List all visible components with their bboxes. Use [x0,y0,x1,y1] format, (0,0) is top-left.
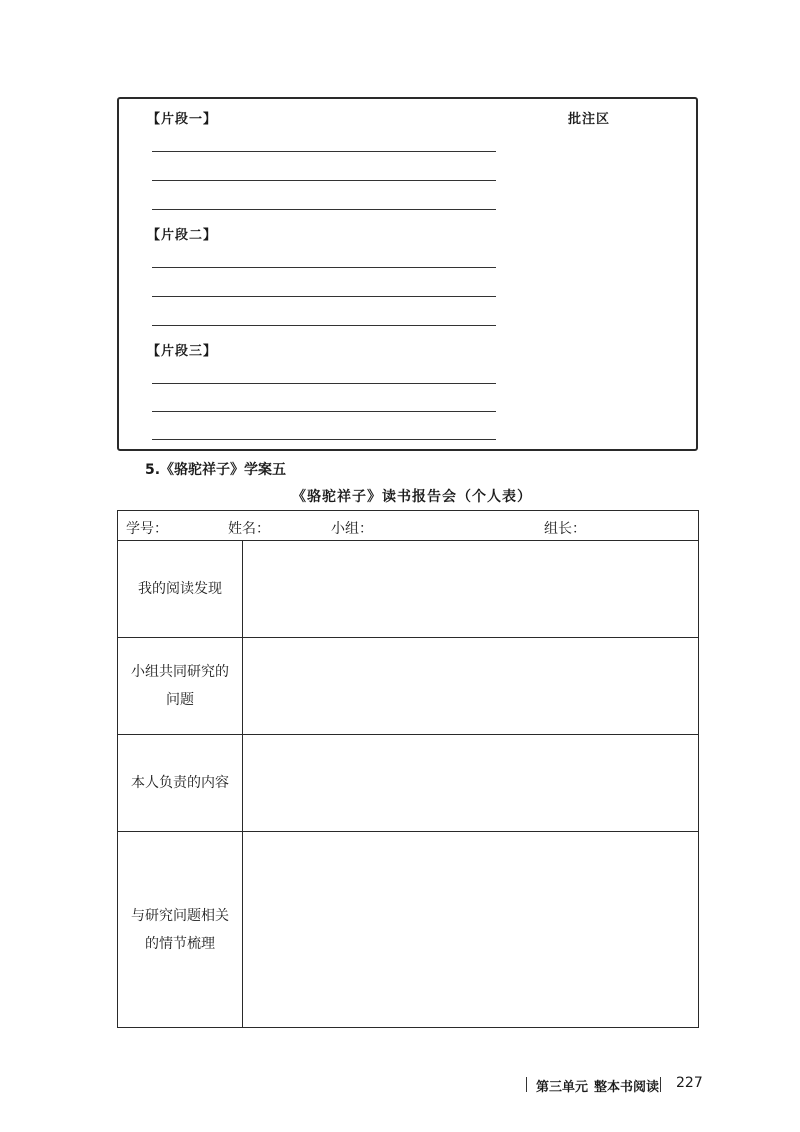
student-id-label: 学号： [126,521,168,537]
name-label: 姓名： [228,521,270,537]
footer-bar [660,1077,661,1092]
page-number: 227 [676,1075,703,1091]
writing-line[interactable] [152,325,496,326]
fragment-1-label: 【片段一】 [147,112,218,127]
writing-line[interactable] [152,267,496,268]
fragment-3-label: 【片段三】 [147,344,218,359]
report-table [117,510,699,1028]
column-divider [242,541,243,1027]
leader-label: 组长： [544,521,586,537]
row-label-reading-findings: 我的阅读发现 [138,581,222,597]
row-label-plot-outline: 与研究问题相关的情节梳理 [131,907,229,952]
row-label-group-question: 小组共同研究的问题 [131,664,229,708]
writing-line[interactable] [152,383,496,384]
table-title: 《骆驼祥子》读书报告会（个人表） [292,489,532,505]
annotation-area-label: 批注区 [568,112,611,127]
writing-line[interactable] [152,296,496,297]
footer-topic: 整本书阅读 [594,1080,660,1095]
writing-line[interactable] [152,209,496,210]
fragment-2-label: 【片段二】 [147,228,218,243]
row-label-my-part: 本人负责的内容 [131,775,229,791]
group-label: 小组： [331,521,373,537]
writing-line[interactable] [152,151,496,152]
footer-bar [526,1077,527,1092]
writing-line[interactable] [152,411,496,412]
section-heading: 5.《骆驼祥子》学案五 [145,462,287,478]
footer-unit: 第三单元 [536,1080,589,1095]
writing-line[interactable] [152,439,496,440]
writing-line[interactable] [152,180,496,181]
